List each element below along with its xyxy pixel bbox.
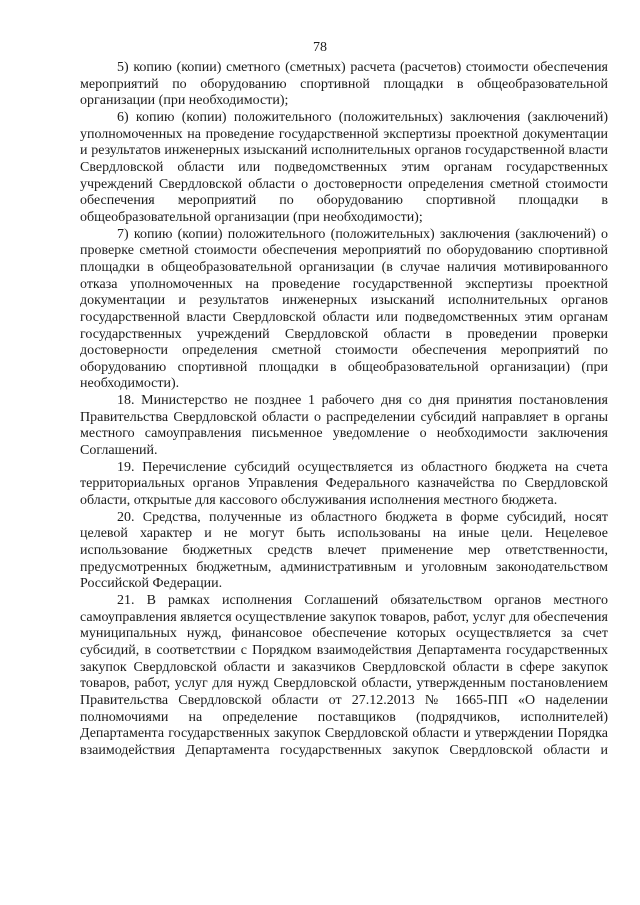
- paragraph-18: 18. Министерство не позднее 1 рабочего дня со дня принятия постановления Правительства Свердловской области о распределении субсидий направляет в органы местного самоуправления письменное уведомление о необходимости заключения Соглашений.: [80, 393, 608, 459]
- page-number: 78: [313, 40, 327, 55]
- paragraph-19: 19. Перечисление субсидий осуществляется из областного бюджета на счета территориальных органов Управления Федерального казначейства по Свердловской области, открытые для кассового обслуживания исполнения местного бюджета.: [80, 459, 608, 509]
- paragraph-21: 21. В рамках исполнения Соглашений обязательством органов местного самоуправления является осуществление закупок товаров, работ, услуг для обеспечения муниципальных нужд, финансовое обеспечение которых осуществляется за счет субсидий, в соответствии с Порядком взаимодействия Департамента государственных закупок Свердловской области и заказчиков Свердловской области в сфере закупок товаров, работ, услуг для нужд Свердловской области, утвержденным постановлением Правительства Свердловской области от 27.12.2013 № 1665-ПП «О наделении полномочиями на определение поставщиков (подрядчиков, исполнителей) Департамента государственных закупок Свердловской области и утверждении Порядка взаимодействия Департамента государственных закупок Свердловской области и: [80, 593, 608, 758]
- document-body: [80, 60, 608, 760]
- paragraph-20: 20. Средства, полученные из областного бюджета в форме субсидий, носят целевой характер и не могут быть использованы на иные цели. Нецелевое использование бюджетных средств влечет применение мер ответственности, предусмотренных бюджетным, административным и уголовным законодательством Российской Федерации.: [80, 509, 608, 592]
- paragraph-item-7: 7) копию (копии) положительного (положительных) заключения (заключений) о проверке сметной стоимости обеспечения мероприятий по оборудованию спортивной площадки в общеобразовательной организации (в случае наличия мотивированного отказа уполномоченных на проведение государственной экспертизы проектной документации и результатов инженерных изысканий исполнительных органов государственной власти Свердловской области или подведомственных этим органам государственных учреждений Свердловской области в проведении проверки достоверности определения сметной стоимости обеспечения мероприятий по оборудованию спортивной площадки в общеобразовательной организации) (при необходимости).: [80, 226, 608, 392]
- paragraph-item-5: 5) копию (копии) сметного (сметных) расчета (расчетов) стоимости обеспечения мероприятий по оборудованию спортивной площадки в общеобразовательной организации (при необходимости);: [80, 60, 608, 109]
- paragraph-item-6: 6) копию (копии) положительного (положительных) заключения (заключений) уполномоченных на проведение государственной экспертизы проектной документации и результатов инженерных изысканий исполнительных органов государственной власти Свердловской области или подведомственных этим органам государственных учреждений Свердловской области о достоверности определения сметной стоимости обеспечения мероприятий по оборудованию спортивной площадки в общеобразовательной организации (при необходимости);: [80, 109, 608, 225]
